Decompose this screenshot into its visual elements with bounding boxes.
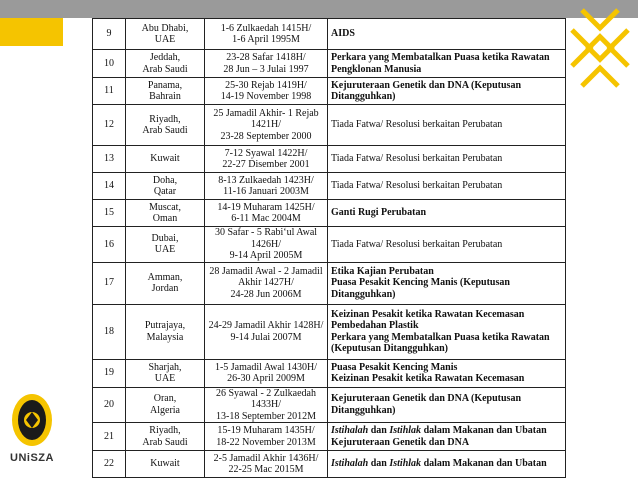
resolution-cell: Istihalah dan Istihlak dalam Makanan dan Ubatan Kejuruteraan Genetik dan DNA (328, 423, 566, 451)
resolution-table-slide (92, 18, 566, 475)
date-cell: 1-5 Jamadil Awal 1430H/ 26-30 April 2009M (205, 359, 328, 387)
location-cell: Sharjah, UAE (126, 359, 205, 387)
table-row (93, 423, 566, 451)
date-cell: 25-30 Rejab 1419H/ 14-19 November 1998 (205, 78, 328, 105)
table-row (93, 200, 566, 227)
location-cell: Riyadh, Arab Saudi (126, 105, 205, 146)
location-cell: Kuwait (126, 146, 205, 173)
resolution-cell: Kejuruteraan Genetik dan DNA (Keputusan Ditangguhkan) (328, 387, 566, 423)
university-logo (4, 392, 60, 476)
table-row (93, 227, 566, 263)
date-cell: 14-19 Muharam 1425H/ 6-11 Mac 2004M (205, 200, 328, 227)
table-row (93, 262, 566, 304)
location-cell: Riyadh, Arab Saudi (126, 423, 205, 451)
resolution-cell: Perkara yang Membatalkan Puasa ketika Rawatan Pengklonan Manusia (328, 50, 566, 78)
row-number: 14 (93, 173, 126, 200)
resolution-cell: Istihalah dan Istihlak dalam Makanan dan Ubatan (328, 451, 566, 478)
table-row (93, 19, 566, 50)
table-row (93, 105, 566, 146)
resolution-cell: Tiada Fatwa/ Resolusi berkaitan Perubatan (328, 173, 566, 200)
row-number: 11 (93, 78, 126, 105)
resolution-cell: Tiada Fatwa/ Resolusi berkaitan Perubatan (328, 146, 566, 173)
date-cell: 2-5 Jamadil Akhir 1436H/ 22-25 Mac 2015M (205, 451, 328, 478)
resolution-cell: AIDS (328, 19, 566, 50)
resolution-cell: Etika Kajian Perubatan Puasa Pesakit Kencing Manis (Keputusan Ditangguhkan) (328, 262, 566, 304)
table-row (93, 451, 566, 478)
location-cell: Kuwait (126, 451, 205, 478)
resolution-table (92, 18, 566, 478)
date-cell: 7-12 Syawal 1422H/ 22-27 Disember 2001 (205, 146, 328, 173)
top-gray-band (0, 0, 638, 18)
row-number: 9 (93, 19, 126, 50)
location-cell: Doha, Qatar (126, 173, 205, 200)
date-cell: 30 Safar - 5 Rabi‘ul Awal 1426H/ 9-14 April 2005M (205, 227, 328, 263)
university-crest-icon (4, 392, 60, 452)
location-cell: Jeddah, Arab Saudi (126, 50, 205, 78)
resolution-cell: Kejuruteraan Genetik dan DNA (Keputusan Ditangguhkan) (328, 78, 566, 105)
date-cell: 23-28 Safar 1418H/ 28 Jun – 3 Julai 1997 (205, 50, 328, 78)
logo-text: UNiSZA (10, 452, 54, 464)
date-cell: 28 Jamadil Awal - 2 Jamadil Akhir 1427H/ 24-28 Jun 2006M (205, 262, 328, 304)
table-row (93, 173, 566, 200)
table-row (93, 50, 566, 78)
location-cell: Muscat, Oman (126, 200, 205, 227)
table-row (93, 304, 566, 359)
decorative-pattern-icon (562, 0, 638, 96)
date-cell: 8-13 Zulkaedah 1423H/ 11-16 Januari 2003M (205, 173, 328, 200)
row-number: 19 (93, 359, 126, 387)
date-cell: 24-29 Jamadil Akhir 1428H/ 9-14 Julai 2007M (205, 304, 328, 359)
row-number: 18 (93, 304, 126, 359)
date-cell: 26 Syawal - 2 Zulkaedah 1433H/ 13-18 September 2012M (205, 387, 328, 423)
date-cell: 15-19 Muharam 1435H/ 18-22 November 2013M (205, 423, 328, 451)
row-number: 16 (93, 227, 126, 263)
row-number: 22 (93, 451, 126, 478)
table-row (93, 359, 566, 387)
location-cell: Oran, Algeria (126, 387, 205, 423)
location-cell: Panama, Bahrain (126, 78, 205, 105)
table-row (93, 387, 566, 423)
location-cell: Abu Dhabi, UAE (126, 19, 205, 50)
location-cell: Putrajaya, Malaysia (126, 304, 205, 359)
resolution-cell: Tiada Fatwa/ Resolusi berkaitan Perubatan (328, 227, 566, 263)
table-row (93, 78, 566, 105)
location-cell: Dubai, UAE (126, 227, 205, 263)
resolution-cell: Tiada Fatwa/ Resolusi berkaitan Perubatan (328, 105, 566, 146)
row-number: 17 (93, 262, 126, 304)
location-cell: Amman, Jordan (126, 262, 205, 304)
date-cell: 25 Jamadil Akhir- 1 Rejab 1421H/ 23-28 September 2000 (205, 105, 328, 146)
row-number: 21 (93, 423, 126, 451)
resolution-cell: Puasa Pesakit Kencing Manis Keizinan Pesakit ketika Rawatan Kecemasan (328, 359, 566, 387)
row-number: 12 (93, 105, 126, 146)
row-number: 10 (93, 50, 126, 78)
table-row (93, 146, 566, 173)
row-number: 15 (93, 200, 126, 227)
row-number: 13 (93, 146, 126, 173)
date-cell: 1-6 Zulkaedah 1415H/ 1-6 April 1995M (205, 19, 328, 50)
resolution-cell: Keizinan Pesakit ketika Rawatan Kecemasan Pembedahan Plastik Perkara yang Membatalkan Puasa ketika Rawatan (Keputusan Ditangguhkan) (328, 304, 566, 359)
yellow-accent-band (0, 18, 63, 46)
resolution-cell: Ganti Rugi Perubatan (328, 200, 566, 227)
row-number: 20 (93, 387, 126, 423)
